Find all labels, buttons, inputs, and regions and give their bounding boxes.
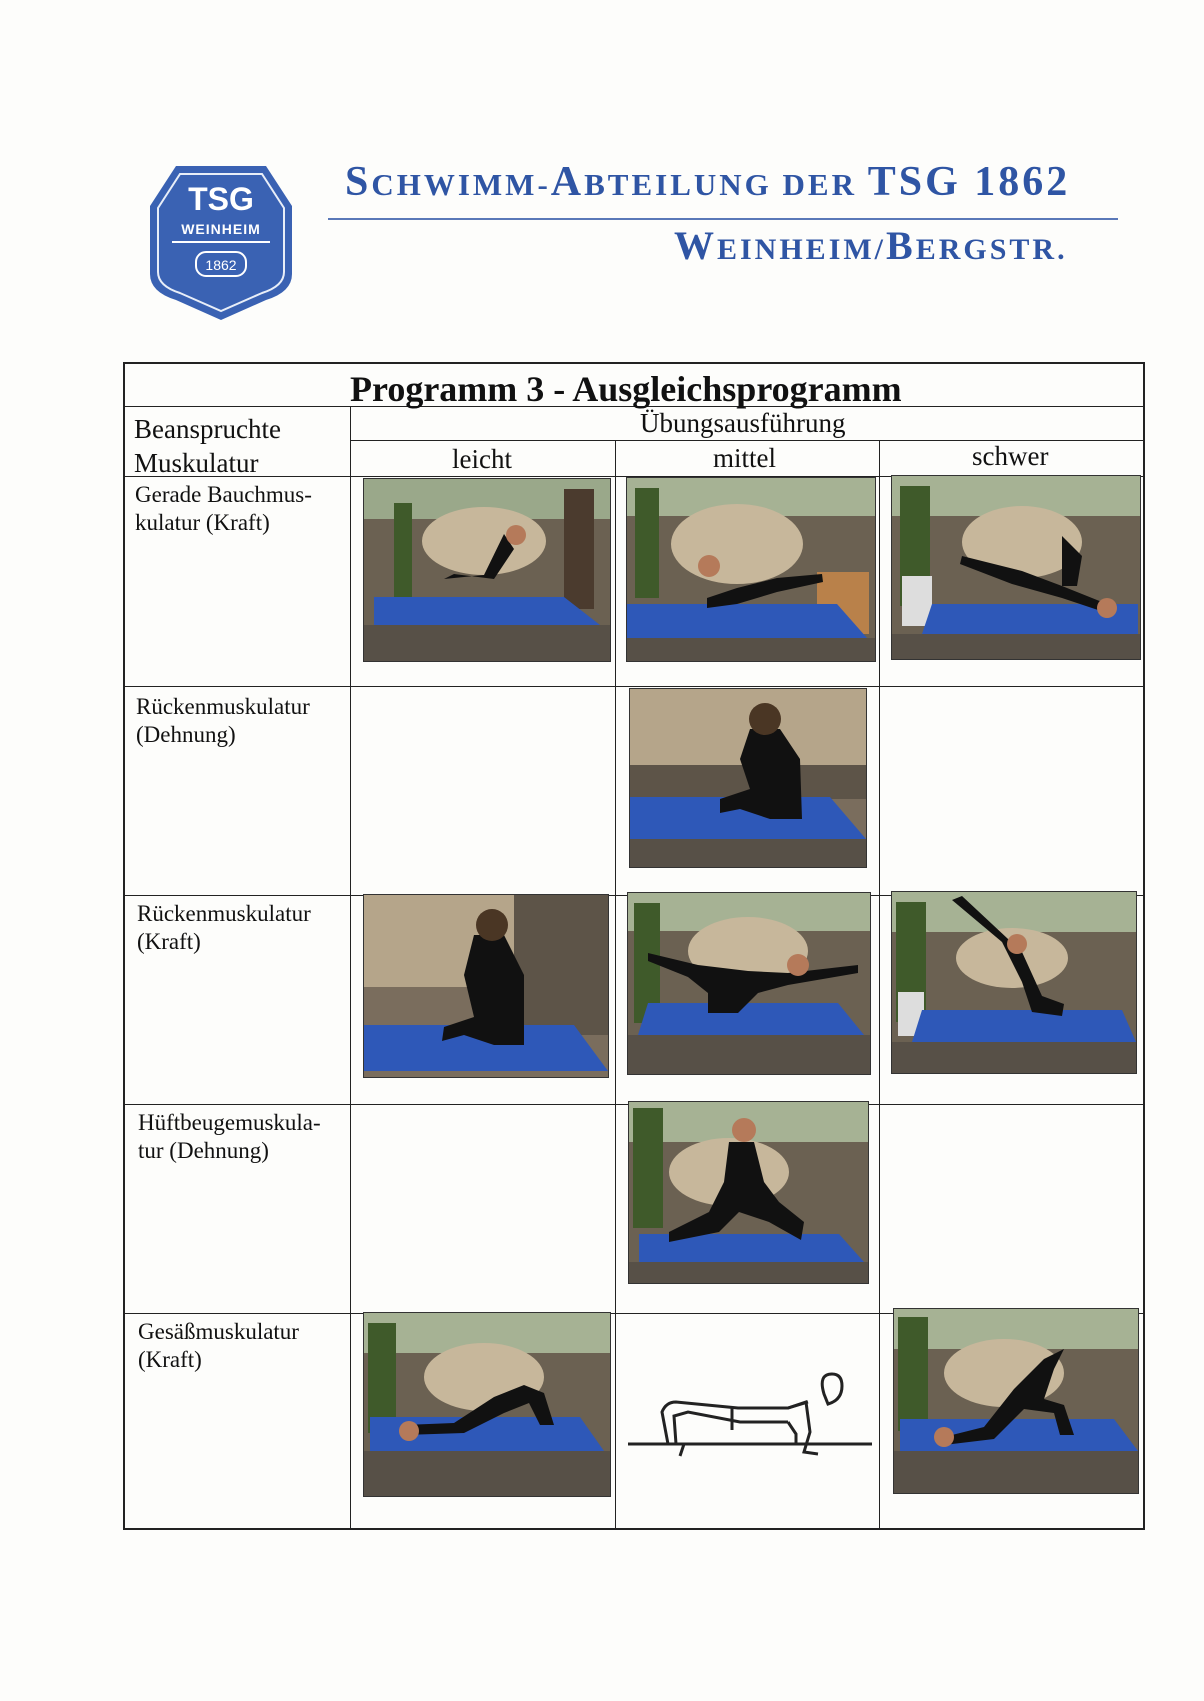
header-word: W [674, 223, 717, 268]
exercise-drawing [628, 1372, 872, 1472]
logo-year-text: 1862 [205, 257, 237, 273]
exercise-photo [629, 688, 867, 868]
level-header-leicht: leicht [452, 444, 512, 474]
level-header-schwer: schwer [972, 441, 1049, 471]
exercise-photo [893, 1308, 1139, 1494]
logo-weinheim-text: WEINHEIM [181, 221, 261, 237]
exercise-photo [363, 894, 609, 1078]
row-label: Rückenmuskulatur (Dehnung) [136, 694, 310, 747]
execution-group-header: Übungsausführung [640, 408, 846, 438]
header-word: ERGSTR. [915, 233, 1068, 266]
row-label: Rückenmuskulatur (Kraft) [137, 901, 311, 954]
exercise-photo [628, 1101, 869, 1284]
row-label: Gerade Bauchmus- kulatur (Kraft) [135, 482, 312, 535]
header-word: B [886, 223, 916, 268]
header-word: A [550, 159, 585, 205]
header-word: S [345, 159, 372, 205]
exercise-photo [627, 892, 871, 1075]
header-word: BTEILUNG DER [584, 167, 868, 202]
header-word: CHWIMM- [371, 167, 551, 202]
exercise-photo [363, 1312, 611, 1497]
logo-tsg-text: TSG [188, 181, 254, 217]
exercise-photo [891, 475, 1141, 660]
exercise-photo [363, 478, 611, 662]
muscle-column-header: Beanspruchte Muskulatur [134, 414, 281, 478]
row-label: Gesäßmuskulatur (Kraft) [138, 1319, 299, 1372]
level-header-mittel: mittel [713, 443, 776, 473]
row-label: Hüftbeugemuskula- tur (Dehnung) [138, 1110, 321, 1163]
exercise-photo [891, 891, 1137, 1074]
header-word: TSG 1862 [867, 159, 1071, 205]
table-title: Programm 3 - Ausgleichsprogramm [350, 369, 902, 409]
exercise-photo [626, 477, 876, 662]
header-word: EINHEIM/ [717, 233, 887, 266]
